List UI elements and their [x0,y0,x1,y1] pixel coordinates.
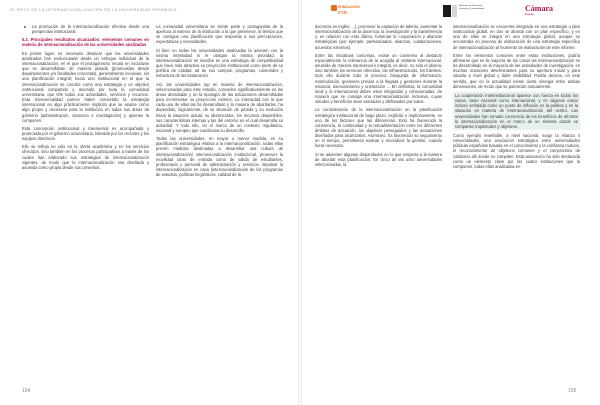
column-4 [453,24,580,172]
paragraph: Entre los elementos comunes entre estas instituciones, podría afirmarse que en la mayoría de los casos las internacionalización se ha desarrollado en la mayoría de las actividades de investigación, en muchas ocasiones determinantes para su apertura inicial y para situarla a nivel global y darle visibilidad. Podría decirse, en este sentido, que en la actualidad existe cierta sinergia entre ambas dimensiones, de modo que se potencian mutuamente. [453,52,580,89]
bullet-icon [24,26,26,28]
ministerio-logo: Ministerio de Economía, Industria y Competitividad [443,5,491,17]
column-3 [315,24,442,170]
paragraph: docencia en inglés, ...), promover la captación de talento, aumentar la internacionalización de la docencia, la investigación y la transferencia y, en relación con esto último, fomentar la cooperación y alianzas estratégicas (por ejemplo: partenariados, alianzas, colaboraciones, acuerdos externos). [315,24,442,50]
fundacion-mark-icon [331,5,337,11]
highlighted-paragraph: La cooperación interinstitucional aparece con fuerza en todos los casos, tanto nacional como internacional, y en algunos casos incluso señalada como un punto de inflexión en la política y en la situación en materia de internacionalización del centro. Las universidades han tomado conciencia de los beneficios de afrontar la internacionalización en el marco de un sistema donde se comparten inquietudes y objetivos. [455,92,578,129]
paragraph: La consideración de la internacionalización en la planificación estratégica institucional de largo plazo, explícita o implícitamente, es uno de los factores que las diferencian. Esto ha favorecido la coherencia, la continuidad y la retroalimentación entre los diferentes ámbitos de actuación, los objetivos perseguidos y las actuaciones diseñadas para alcanzarlos. Asimismo, ha favorecido su seguimiento en el tiempo, permitiendo evaluar y reconducir la gestión, cuando fuera necesario. [315,107,442,149]
paragraph: Esta concepción institucional y transversal es acompañada y promovida por el gobierno universitario, liderada por los rectores y los equipos directivos. [22,125,149,142]
paragraph: Ello se refleja no sólo en la oferta académica y en los servicios ofrecidos, sino también en los procesos participativos a través de los cuales han elaborado sus estrategias de internacionalización vigentes, de modo que la internacionalización sea diseñada y asumida como propia desde sus cimientos. [22,144,149,170]
list-item: La promoción de la internacionalización efectiva desde una perspectiva institucional. [22,24,149,34]
paragraph: Si se advierten algunas disparidades en lo que respecta a la manera de abordar esta planificación. En cinco de las ocho universidades seleccionadas, la [315,151,442,167]
paragraph: Entre las iniciativas concretas, existe un consenso al destacar especialmente la relevancia de la acogida al visitante internacional, asumida de manera transversal e integral, es decir, no sólo el idioma, sino también los servicios ofrecidos, las infraestructuras, los trámites, todo ello durante todo el proceso: búsqueda de información, matriculación, gestiones previas a la llegada y gestiones durante la estancia, asesoramiento y orientación ... En definitiva, la comunidad local y la internacional deben estar integradas y cohesionadas, de manera que se consiga una internacionalización inclusiva, cuyas virtudes y beneficios sean valorados y disfrutados por todos. [315,52,442,105]
paragraph: Todas las universidades, en mayor o menor medida, en su planificación estratégica relativa a la internacionalización, todas ellas prevén medidas destinadas a desarrollar una cultura de internacionalización/ internacionalización institucional, promover la movilidad tanto de entrada como de salida de estudiantes, profesorado y personal de administración y servicios, impulsar la internacionalización en casa (internacionalización de los programas de estudios, políticas lingüísticas, calidad de la [156,136,283,178]
page-number-left: 104 [22,388,31,394]
coat-of-arms-icon [443,5,451,17]
column-1 [22,24,149,173]
paragraph: Si bien no todas las universidades analizadas la asumen con la misma intensidad ni le otorgan la misma prioridad, la internacionalización se inscribe en una estrategia de competitividad que hace más atractiva su proyección institucional como parte de su política de calidad, tal de sus campus, programas, contenidos y estructura de las titulaciones. [156,47,283,79]
fundacion-cyd-logo: FUNDACIÓN CYD [331,5,363,17]
paragraph: Así, las universidades top en materia de internacionalización, seleccionadas para este estudio, conceden significativamente en las áreas abordadas y en la tipología de las actuaciones desarrolladas para incrementar su proyección exterior. La intensidad con la que cada una de ellas las ha desarrollado y la manera de abordarlas, ha dependido, lógicamente, de su situación de partida y su evolución hacia la situación actual, su idiosincrasia, los recursos disponibles, sus características internas y las del entorno en el cual desarrolla su actividad. Y todo ello, en el marco de un contexto regulatorio, nacional y europeo que condiciona su desarrollo. [156,81,283,133]
paragraph: La comunidad universitaria se siente parte y protagonista de la apertura al exterior de la institución a la que pertenece, al tiempo que se consigue una planificación que responda a sus percepciones, expectativas y necesidades. [156,24,283,45]
paragraph: Como ejemplo reseñable, a nivel nacional, surge la Alianza 4 Universidades, una asociación estratégica entre universidades públicas españolas basada en el conocimiento y la confianza mutuos, el reconocimiento de objetivos comunes y el compromiso de colaborar allí donde no compiten. Esta asociación ha sido destacada como un elemento clave por las cuatro instituciones que la componen, todas ellas analizadas en [453,132,580,169]
column-2 [156,24,283,180]
page-number-right: 105 [568,388,577,394]
section-heading: 5.2. Principales resultados alcanzados: elementos comunes en materia de internacionalización de las universidades analizadas [22,37,149,48]
page-gutter [298,0,302,405]
paragraph: En primer lugar, es necesario destacar que las universidades analizadas han evolucionado desde un enfoque individual de la internacionalización, en el que el protagonismo recaía en iniciativas que se desarrollaban de manera aislada (promovidas desde departamentos y/o facultades concretas), generalmente incoexas, sin una planificación integral; hacia uno institucional en el que la internacionalización se concibe como una estrategia y un objetivo institucional compartido y asumido por toda la comunidad universitaria, que tiñe todas sus actividades, servicios y recursos. Esta transversalidad parece haber convertido la estrategia internacional en algo prácticamente implícito que se asume como algo propio y necesario para la institución en todas sus áreas de gobierno (administración, docencia e investigación) y quienes la componen. [22,50,149,123]
paragraph: internacionalización se encuentra integrada en una estrategia o plan institucional global, en dos se aborda con un plan específico, y en una de ellas se integra en una estrategia global, aunque se encontraba en proceso de elaboración de una estrategia específica de internacionalización al momento de elaboración de este informe. [453,24,580,50]
camara-logo: Cámara España [525,4,553,16]
running-title: EL RETO DE LA INTERNACIONALIZACIÓN DE LA UNIVERSIDAD ESPAÑOLA [10,7,177,12]
